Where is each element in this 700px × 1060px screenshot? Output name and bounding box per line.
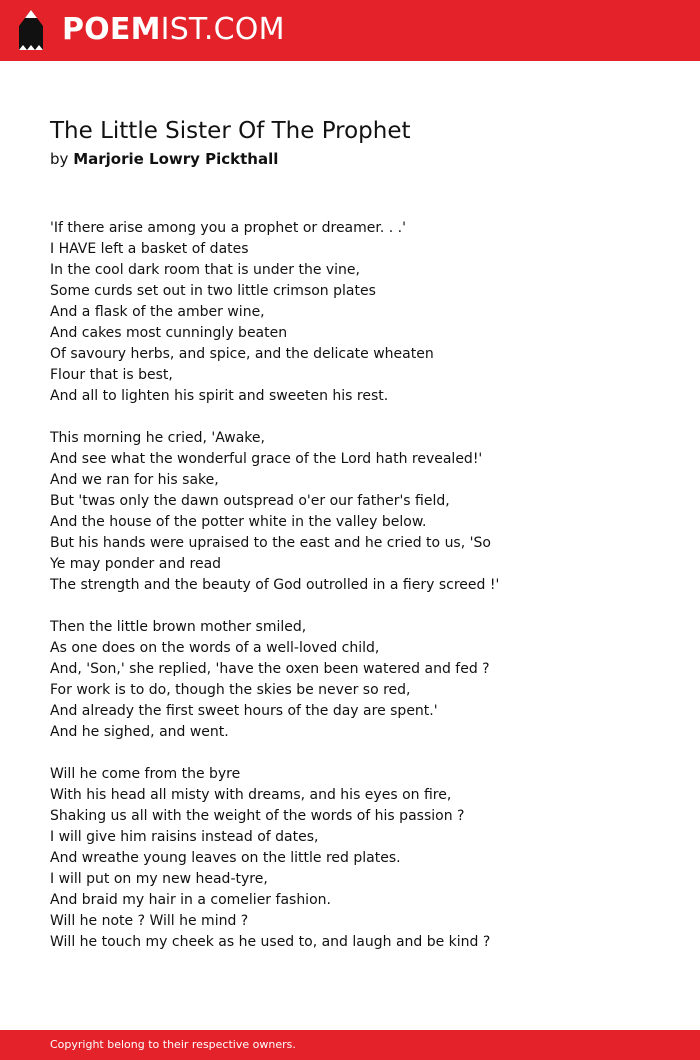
poem-line: But 'twas only the dawn outspread o'er our father's field,	[50, 493, 450, 509]
poem-title: The Little Sister Of The Prophet	[50, 118, 411, 144]
poem-line: Will he touch my cheek as he used to, and laugh and be kind ?	[50, 934, 491, 950]
poem-line: And braid my hair in a comelier fashion.	[50, 892, 331, 908]
poem-line: I HAVE left a basket of dates	[50, 241, 249, 257]
poem-line: In the cool dark room that is under the vine,	[50, 262, 360, 278]
poem-line: For work is to do, though the skies be never so red,	[50, 682, 411, 698]
pencil-icon[interactable]	[18, 9, 44, 51]
poem-line: Then the little brown mother smiled,	[50, 619, 307, 635]
poem-line: Shaking us all with the weight of the words of his passion ?	[50, 808, 465, 824]
poem-line: And already the first sweet hours of the day are spent.'	[50, 703, 438, 719]
poem-line: This morning he cried, 'Awake,	[50, 430, 265, 446]
site-footer	[0, 1030, 700, 1060]
poem-line: 'If there arise among you a prophet or dreamer. . .'	[50, 220, 406, 236]
poem-line: And all to lighten his spirit and sweeten his rest.	[50, 388, 389, 404]
site-logo[interactable]	[62, 10, 285, 50]
poem-line: The strength and the beauty of God outrolled in a fiery screed !'	[50, 577, 500, 593]
logo-bold-text: POEM	[62, 12, 161, 47]
stanza-2	[50, 428, 670, 596]
poem-line: And cakes most cunningly beaten	[50, 325, 288, 341]
poem-line: And wreathe young leaves on the little red plates.	[50, 850, 401, 866]
poem-line: Will he come from the byre	[50, 766, 241, 782]
poem-line: I will put on my new head-tyre,	[50, 871, 268, 887]
poem-line: Some curds set out in two little crimson plates	[50, 283, 376, 299]
by-label: by	[50, 150, 69, 168]
poem-line: And, 'Son,' she replied, 'have the oxen been watered and fed ?	[50, 661, 490, 677]
poem-line: And we ran for his sake,	[50, 472, 219, 488]
logo-light-text: IST.COM	[160, 12, 285, 47]
poem-line: As one does on the words of a well-loved child,	[50, 640, 380, 656]
poem-line: Ye may ponder and read	[50, 556, 222, 572]
poem-body	[50, 218, 670, 974]
poem-line: I will give him raisins instead of dates,	[50, 829, 319, 845]
poem-line: With his head all misty with dreams, and his eyes on fire,	[50, 787, 452, 803]
copyright-notice: Copyright belong to their respective owners.	[50, 1038, 296, 1051]
poem-line: And the house of the potter white in the valley below.	[50, 514, 427, 530]
poem-line: And he sighed, and went.	[50, 724, 229, 740]
poem-line: Of savoury herbs, and spice, and the delicate wheaten	[50, 346, 434, 362]
poem-line: And see what the wonderful grace of the Lord hath revealed!'	[50, 451, 483, 467]
stanza-3	[50, 617, 670, 743]
poem-line: But his hands were upraised to the east and he cried to us, 'So	[50, 535, 491, 551]
poem-line: And a flask of the amber wine,	[50, 304, 265, 320]
site-header	[0, 0, 700, 61]
poem-line: Flour that is best,	[50, 367, 173, 383]
author-name: Marjorie Lowry Pickthall	[73, 150, 279, 168]
byline	[50, 148, 278, 170]
stanza-4	[50, 764, 670, 953]
stanza-1	[50, 218, 670, 407]
poem-line: Will he note ? Will he mind ?	[50, 913, 249, 929]
